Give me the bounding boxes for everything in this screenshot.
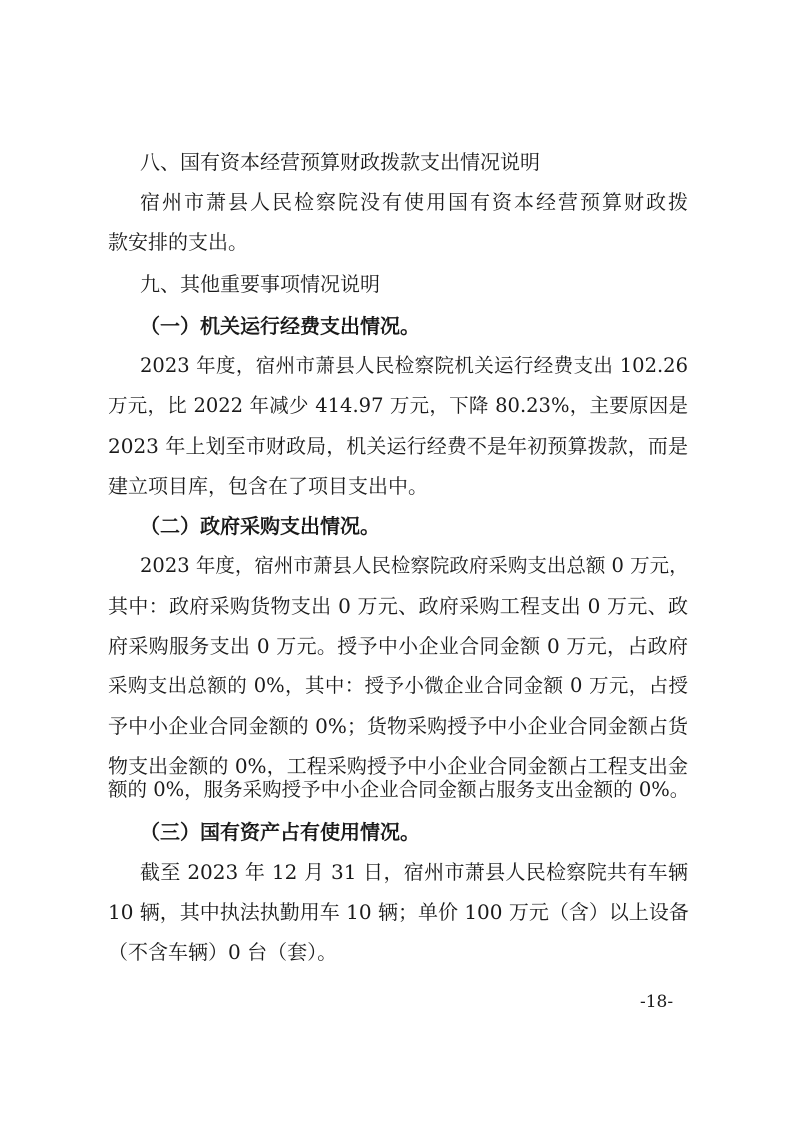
section-8-line-1: 宿州市萧县人民检察院没有使用国有资本经营预算财政拨 [140,190,688,214]
subsection-3-heading: （三）国有资产占有使用情况。 [140,820,420,844]
subsection-2-line-7: 额的 0%，服务采购授予中小企业合同金额占服务支出金额的 0%。 [108,778,690,801]
subsection-2-line-2: 其中：政府采购货物支出 0 万元、政府采购工程支出 0 万元、政 [108,594,688,618]
subsection-1-heading: （一）机关运行经费支出情况。 [140,314,420,338]
section-8-line-2: 款安排的支出。 [108,230,248,254]
subsection-1-line-1: 2023 年度，宿州市萧县人民检察院机关运行经费支出 102.26 [140,354,688,377]
subsection-3-line-3: （不含车辆）0 台（套）。 [108,940,338,964]
subsection-1-line-3: 2023 年上划至市财政局，机关运行经费不是年初预算拨款，而是 [108,434,688,458]
subsection-2-line-3: 府采购服务支出 0 万元。授予中小企业合同金额 0 万元，占政府 [108,634,688,658]
subsection-1-line-4: 建立项目库，包含在了项目支出中。 [108,474,428,498]
page-number: -18- [640,992,674,1012]
subsection-2-line-5: 予中小企业合同金额的 0%；货物采购授予中小企业合同金额占货 [108,714,688,738]
subsection-3-line-1: 截至 2023 年 12 月 31 日，宿州市萧县人民检察院共有车辆 [140,860,688,884]
section-8-heading: 八、国有资本经营预算财政拨款支出情况说明 [140,150,540,174]
subsection-2-line-6: 物支出金额的 0%，工程采购授予中小企业合同金额占工程支出金 [108,754,688,778]
subsection-2-heading: （二）政府采购支出情况。 [140,514,380,538]
section-9-heading: 九、其他重要事项情况说明 [140,272,380,296]
subsection-1-line-2: 万元，比 2022 年减少 414.97 万元，下降 80.23%，主要原因是 [108,394,688,417]
subsection-3-line-2: 10 辆，其中执法执勤用车 10 辆；单价 100 万元（含）以上设备 [108,900,689,924]
subsection-2-line-4: 采购支出总额的 0%，其中：授予小微企业合同金额 0 万元，占授 [108,674,688,697]
subsection-2-line-1: 2023 年度，宿州市萧县人民检察院政府采购支出总额 0 万元， [140,554,689,577]
